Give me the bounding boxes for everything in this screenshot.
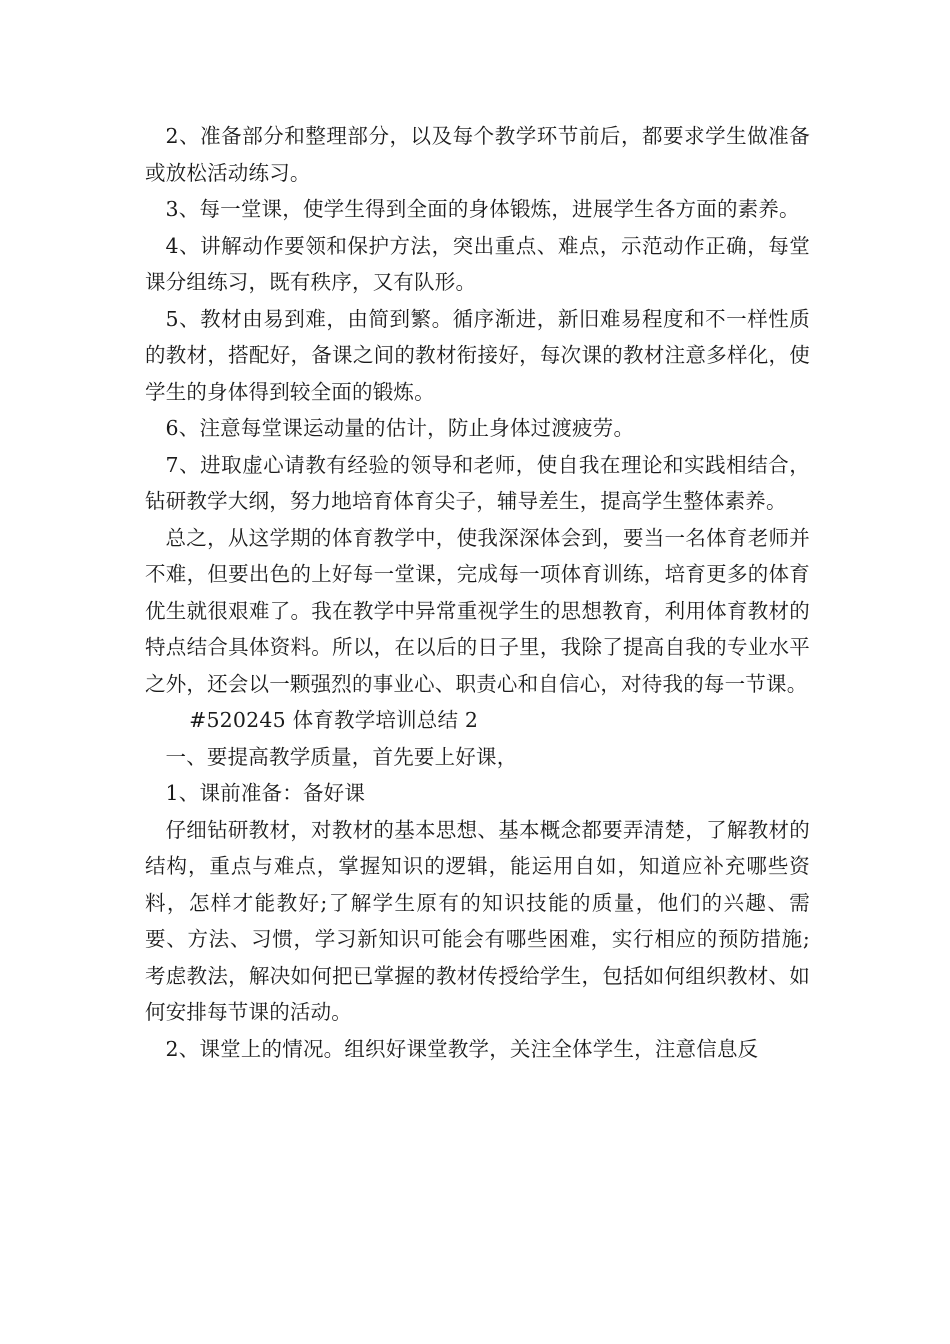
section-title: #520245 体育教学培训总结 2 — [189, 708, 479, 732]
subsection-prep: 1、课前准备：备好课 — [165, 781, 366, 805]
paragraph-item-7: 7、进取虚心请教有经验的领导和老师，使自我在理论和实践相结合，钻研教学大纲，努力地培育体育尖子，辅导差生，提高学生整体素养。 — [145, 452, 810, 513]
subsection-classroom: 2、课堂上的情况。组织好课堂教学，关注全体学生，注意信息反 — [165, 1036, 759, 1061]
paragraph-summary: 总之，从这学期的体育教学中，使我深深体会到，要当一名体育老师并不难，但要出色的上好每一堂课，完成每一项体育训练，培育更多的体育优生就很艰难了。我在教学中异常重视学生的思想教育，利用体育教材的特点结合具体资料。所以，在以后的日子里，我除了提高自我的专业水平之外，还会以一颗强烈的事业心、职责心和自信心，对待我的每一节课。 — [145, 525, 810, 696]
paragraph-item-5: 5、教材由易到难，由简到繁。循序渐进，新旧难易程度和不一样性质的教材，搭配好，备课之间的教材衔接好，每次课的教材注意多样化，使学生的身体得到较全面的锻炼。 — [145, 306, 810, 404]
paragraph-item-3: 3、每一堂课，使学生得到全面的身体锻炼，进展学生各方面的素养。 — [165, 197, 800, 221]
paragraph-item-4: 4、讲解动作要领和保护方法，突出重点、难点，示范动作正确，每堂课分组练习，既有秩序，又有队形。 — [145, 233, 810, 294]
paragraph-item-2: 2、准备部分和整理部分，以及每个教学环节前后，都要求学生做准备或放松活动练习。 — [145, 124, 810, 185]
paragraph-prep-detail: 仔细钻研教材，对教材的基本思想、基本概念都要弄清楚，了解教材的结构，重点与难点，掌握知识的逻辑，能运用自如，知道应补充哪些资料，怎样才能教好;了解学生原有的知识技能的质量，他们的兴趣、需要、方法、习惯，学习新知识可能会有哪些困难，实行相应的预防措施;考虑教法，解决如何把已掌握的教材传授给学生，包括如何组织教材、如何安排每节课的活动。 — [145, 817, 810, 1024]
paragraph-item-6: 6、注意每堂课运动量的估计，防止身体过渡疲劳。 — [165, 416, 635, 440]
document-page — [145, 118, 810, 1067]
section-point-one: 一、要提高教学质量，首先要上好课， — [165, 744, 518, 769]
